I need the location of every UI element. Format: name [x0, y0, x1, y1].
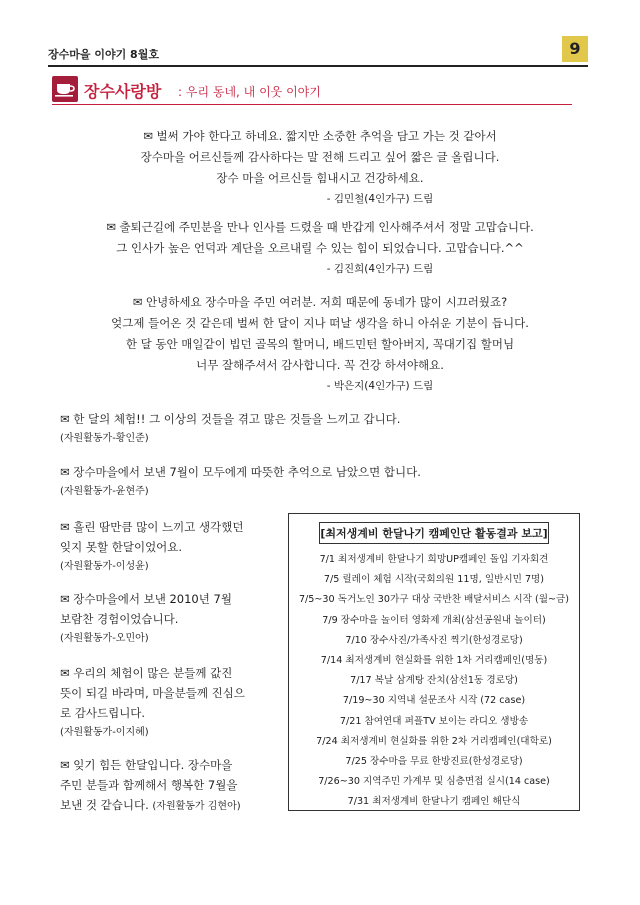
activity-report-box [288, 513, 580, 811]
letter-signature: - 김진희(4인가구) 드림 [326, 263, 434, 275]
note-text: 보낸 것 같습니다. [60, 798, 149, 812]
letter-line: ✉ 안녕하세요 장수마을 주민 여러분. 저희 때문에 동네가 많이 시끄러웠죠? [132, 295, 508, 309]
note-author: (자원활동가-윤현주) [60, 486, 149, 497]
letter-signature: - 김민철(4인가구) 드림 [326, 193, 434, 205]
note-text: ✉ 장수마을에서 보낸 7월이 모두에게 따뜻한 추억으로 남았으면 합니다. [60, 465, 421, 479]
report-item: 7/5~30 독거노인 30가구 대상 국반찬 배달서비스 시작 (월~금) [298, 594, 570, 606]
report-item: 7/5 릴레이 체험 시작(국회의원 11명, 일반시민 7명) [323, 574, 545, 586]
letter-line: 장수마을 어르신들께 감사하다는 말 전해 드리고 싶어 짧은 글 올립니다. [140, 150, 500, 164]
report-item: 7/19~30 지역내 설문조사 시작 (72 case) [342, 695, 526, 707]
note-text: 뜻이 되길 바라며, 마을분들께 진심으 [60, 686, 245, 700]
section-title: 장수사랑방 [84, 82, 162, 101]
header-divider [48, 65, 588, 67]
section-heading [52, 76, 572, 104]
note-text: 보람찬 경험이었습니다. [60, 612, 179, 626]
page-header [48, 36, 588, 64]
report-item: 7/31 최저생계비 한달나기 캠페인 해단식 [347, 796, 521, 808]
coffee-cup-icon [52, 76, 78, 102]
note-text: ✉ 장수마을에서 보낸 2010년 7월 [60, 592, 232, 606]
note-5 [60, 663, 282, 743]
report-item: 7/25 장수마을 무료 한방진료(한성경로당) [345, 756, 523, 768]
note-text: ✉ 우리의 체험이 많은 분들께 값진 [60, 666, 233, 680]
letter-2 [60, 217, 580, 280]
report-list [289, 550, 579, 813]
note-author: (자원활동가-오민아) [60, 633, 149, 644]
section-subtitle: : 우리 동네, 내 이웃 이야기 [178, 85, 321, 99]
letter-line: 엊그제 들어온 것 같은데 벌써 한 달이 지나 떠날 생각을 하니 아쉬운 기분이 듭니다. [111, 316, 529, 330]
note-text: ✉ 잊기 힘든 한달입니다. 장수마을 [60, 758, 233, 772]
report-item: 7/24 최저생계비 현실화를 위한 2차 거리캠페인(대학로) [316, 735, 552, 747]
note-author: (자원활동가-이지혜) [60, 727, 149, 738]
letter-signature: - 박은지(4인가구) 드림 [326, 380, 434, 392]
note-author: (자원활동가 김현아) [152, 801, 241, 812]
note-4 [60, 589, 282, 649]
section-divider [52, 104, 572, 105]
note-text: ✉ 흘린 땀만큼 많이 느끼고 생각했던 [60, 520, 244, 534]
letter-line: ✉ 출퇴근길에 주민분을 만나 인사를 드렸을 때 반갑게 인사해주셔서 정말 고맙습니다. [106, 220, 534, 234]
letter-line: ✉ 벌써 가야 한다고 하네요. 짧지만 소중한 추억을 담고 가는 것 같아서 [143, 129, 497, 143]
report-item: 7/10 장수사진/가족사진 찍기(한성경로당) [345, 634, 523, 646]
report-title: [최저생계비 한달나기 캠페인단 활동결과 보고] [319, 522, 549, 544]
note-author: (자원활동가-황인준) [60, 433, 149, 444]
letter-1 [60, 126, 580, 210]
letter-3 [60, 292, 580, 397]
letter-line: 그 인사가 높은 언덕과 계단을 오르내릴 수 있는 힘이 되었습니다. 고맙습니다.^^ [116, 241, 524, 255]
report-item: 7/1 최저생계비 한달나기 희망UP캠페인 돌입 기자회견 [319, 554, 549, 565]
note-text: 잊지 못할 한달이었어요. [60, 540, 183, 554]
note-author: (자원활동가-이성윤) [60, 561, 149, 572]
note-text: 로 감사드립니다. [60, 706, 146, 720]
letter-line: 너무 잘해주셔서 감사합니다. 꼭 건강 하셔야해요. [196, 358, 444, 372]
note-1 [60, 409, 400, 449]
report-item: 7/21 참여연대 퍼플TV 보이는 라디오 생방송 [339, 715, 529, 727]
note-2 [60, 462, 421, 502]
page-number: 9 [562, 36, 588, 62]
letter-line: 한 달 동안 매일같이 빕던 골목의 할머니, 배드민턴 할아버지, 꼭대기집 할머님 [125, 337, 515, 351]
note-text: ✉ 한 달의 체험!! 그 이상의 것들을 겪고 많은 것들을 느끼고 갑니다. [60, 412, 401, 426]
note-text: 주민 분들과 함께해서 행복한 7월을 [60, 778, 238, 792]
letter-line: 장수 마을 어르신들 힘내시고 건강하세요. [216, 171, 424, 185]
note-6 [60, 755, 282, 817]
newsletter-title: 장수마을 이야기 8월호 [48, 48, 159, 61]
report-item: 7/26~30 지역주민 가계부 및 심층면접 실시(14 case) [318, 776, 550, 788]
report-item: 7/17 복날 삼계탕 잔치(삼선1동 경로당) [350, 675, 518, 687]
note-3 [60, 517, 282, 577]
report-item: 7/14 최저생계비 현실화를 위한 1차 거리캠페인(명동) [320, 655, 548, 667]
report-item: 7/9 장수마을 놀이터 영화제 개최(삼선공원내 놀이터) [322, 614, 546, 626]
